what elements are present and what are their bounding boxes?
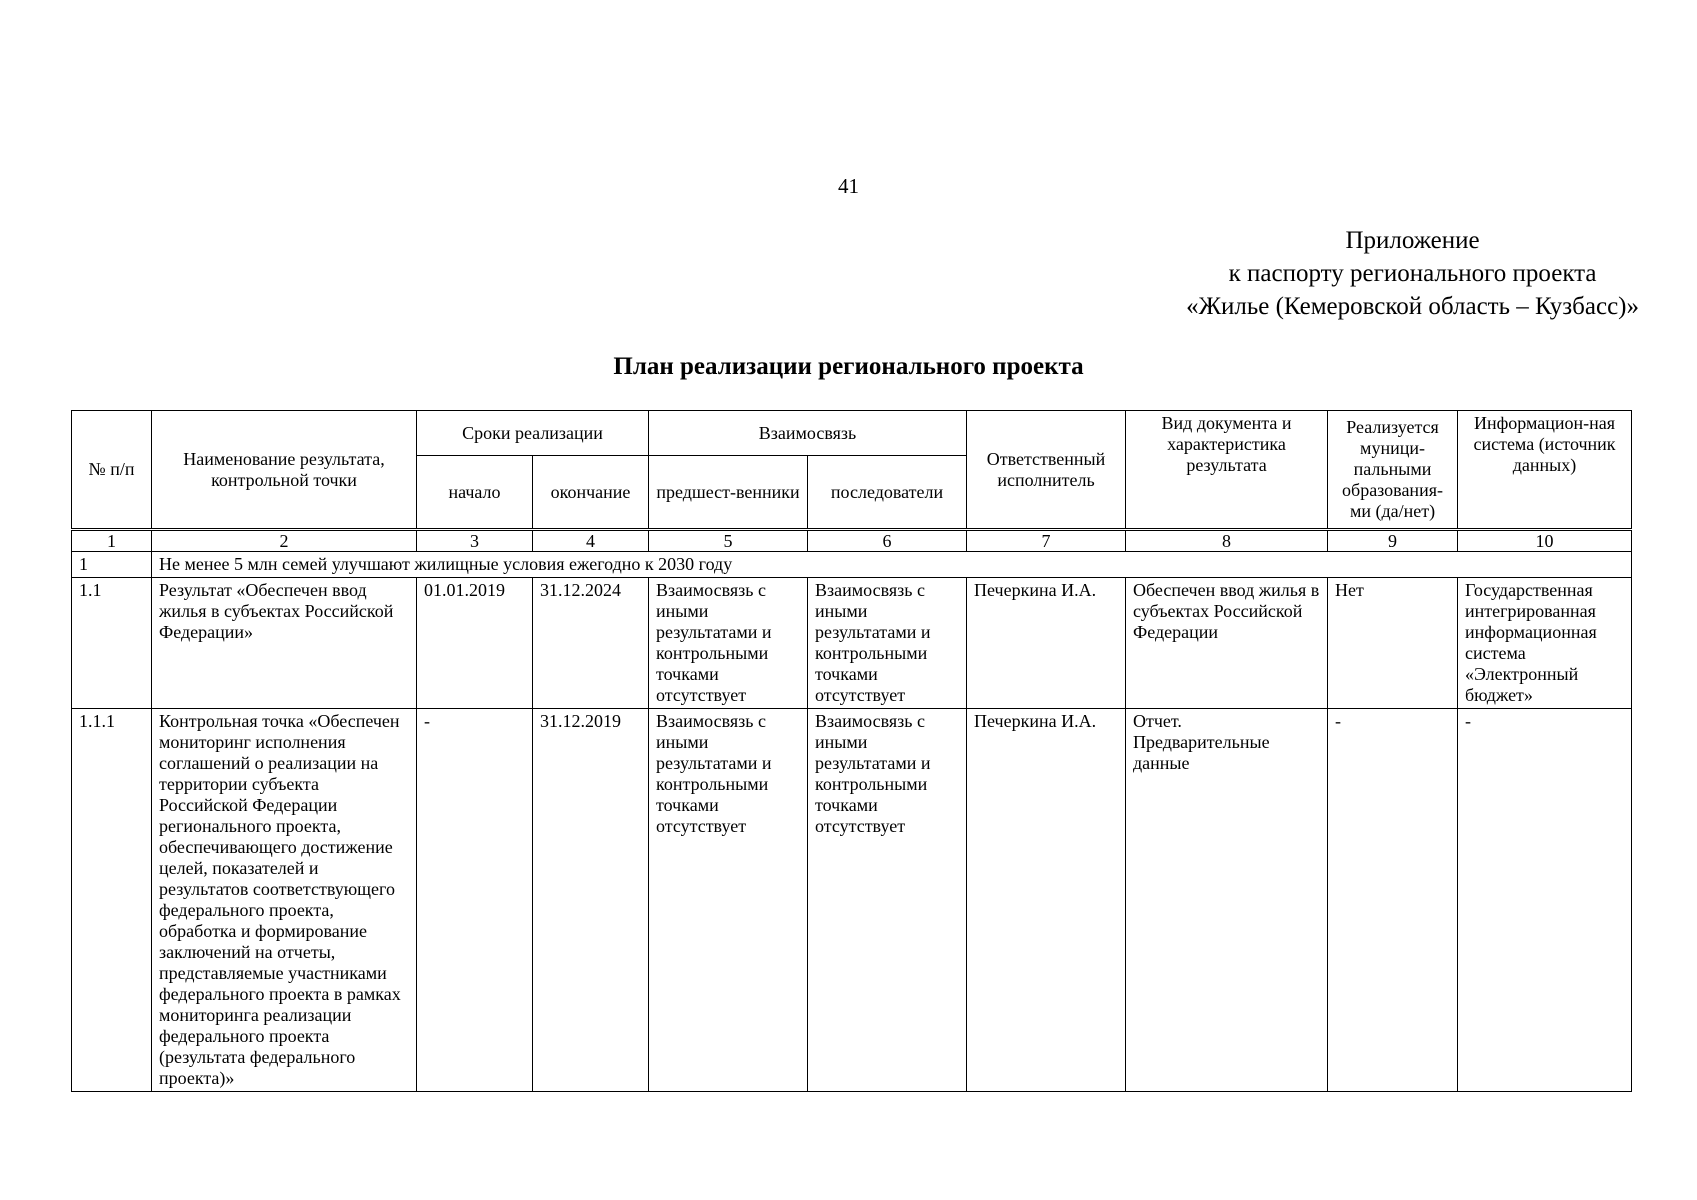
responsible: Печеркина И.А.: [967, 578, 1126, 709]
header-row-top: [72, 411, 1632, 456]
section-title: Не менее 5 млн семей улучшают жилищные условия ежегодно к 2030 году: [152, 552, 1632, 578]
start-date: 01.01.2019: [417, 578, 533, 709]
header-successors: последователи: [808, 456, 967, 529]
column-number: 1: [72, 531, 152, 552]
successors: Взаимосвязь с иными результатами и контрольными точками отсутствует: [808, 709, 967, 1092]
document-title: План реализации регионального проекта: [613, 353, 1084, 380]
header-municipal: Реализуется муници-пальными образования-ми (да/нет): [1328, 411, 1458, 529]
header-number: № п/п: [72, 411, 152, 529]
header-relationship: Взаимосвязь: [649, 411, 967, 456]
column-numbers-row: [72, 531, 1632, 552]
row-number: 1.1: [72, 578, 152, 709]
predecessors: Взаимосвязь с иными результатами и контрольными точками отсутствует: [649, 578, 808, 709]
column-number: 6: [808, 531, 967, 552]
column-number: 2: [152, 531, 417, 552]
info-system: -: [1458, 709, 1632, 1092]
start-date: -: [417, 709, 533, 1092]
municipal: -: [1328, 709, 1458, 1092]
document-type: Отчет. Предварительные данные: [1126, 709, 1328, 1092]
header-end: окончание: [533, 456, 649, 529]
page-number: 41: [838, 174, 859, 198]
section-row: [72, 552, 1632, 578]
column-number: 7: [967, 531, 1126, 552]
table-row: [72, 709, 1632, 1092]
column-number: 5: [649, 531, 808, 552]
appendix-caption: [1186, 224, 1639, 323]
info-system: Государственная интегрированная информационная система «Электронный бюджет»: [1458, 578, 1632, 709]
responsible: Печеркина И.А.: [967, 709, 1126, 1092]
header-responsible: Ответственный исполнитель: [967, 411, 1126, 529]
section-number: 1: [72, 552, 152, 578]
plan-table: [71, 410, 1632, 1092]
result-name: Контрольная точка «Обеспечен мониторинг исполнения соглашений о реализации на территории субъекта Российской Федерации регионального проекта, обеспечивающего достижение целей, показателей и результатов соответствующего федерального проекта, обработка и формирование заключений на отчеты, представляемые участниками федерального проекта в рамках мониторинга реализации федерального проекта (результата федерального проекта)»: [152, 709, 417, 1092]
column-number: 10: [1458, 531, 1632, 552]
document-type: Обеспечен ввод жилья в субъектах Российской Федерации: [1126, 578, 1328, 709]
header-terms: Сроки реализации: [417, 411, 649, 456]
column-number: 9: [1328, 531, 1458, 552]
result-name: Результат «Обеспечен ввод жилья в субъектах Российской Федерации»: [152, 578, 417, 709]
column-number: 3: [417, 531, 533, 552]
end-date: 31.12.2019: [533, 709, 649, 1092]
header-result-name: Наименование результата, контрольной точки: [152, 411, 417, 529]
table-row: [72, 578, 1632, 709]
appendix-line-1: Приложение: [1345, 227, 1480, 254]
header-predecessors: предшест-венники: [649, 456, 808, 529]
appendix-line-2: к паспорту регионального проекта: [1228, 260, 1597, 287]
header-document-type: Вид документа и характеристика результата: [1126, 411, 1328, 529]
header-info-system: Информацион-ная система (источник данных): [1458, 411, 1632, 529]
column-number: 8: [1126, 531, 1328, 552]
appendix-line-3: «Жилье (Кемеровской область – Кузбасс)»: [1186, 293, 1639, 320]
predecessors: Взаимосвязь с иными результатами и контрольными точками отсутствует: [649, 709, 808, 1092]
row-number: 1.1.1: [72, 709, 152, 1092]
header-start: начало: [417, 456, 533, 529]
municipal: Нет: [1328, 578, 1458, 709]
column-number: 4: [533, 531, 649, 552]
end-date: 31.12.2024: [533, 578, 649, 709]
successors: Взаимосвязь с иными результатами и контрольными точками отсутствует: [808, 578, 967, 709]
